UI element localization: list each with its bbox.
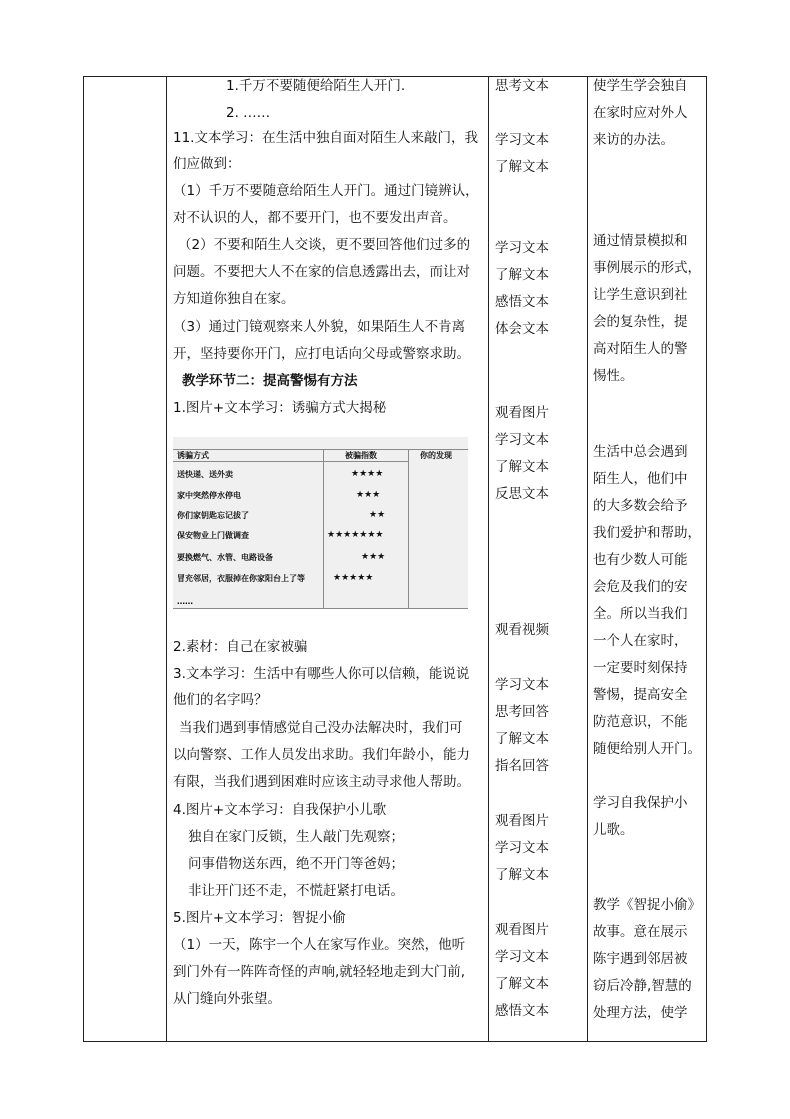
figure-row-stars: ★★★ xyxy=(356,490,381,500)
deception-methods-figure xyxy=(173,437,468,609)
intent-line: 来访的办法。 xyxy=(593,132,674,148)
table-border-right xyxy=(706,76,707,1041)
figure-row-method: 保安物业上门做调查 xyxy=(177,531,249,540)
intent-line: 全。所以当我们 xyxy=(593,606,688,622)
intent-line: 学习自我保护小 xyxy=(593,795,688,811)
intent-line: 事例展示的形式， xyxy=(593,260,701,276)
content-line: 对不认识的人，都不要开门，也不要发出声音。 xyxy=(173,210,457,226)
intent-line: 防范意识，不能 xyxy=(593,714,688,730)
figure-row-method: 冒充邻居，衣服掉在你家阳台上了等 xyxy=(177,574,305,583)
activity-line: 感悟文本 xyxy=(495,294,549,310)
intent-line: 在家时应对外人 xyxy=(593,105,688,121)
content-line: 方知道你独自在家。 xyxy=(173,291,295,307)
figure-row-stars: ★★★★★ xyxy=(333,573,374,583)
activity-line: 了解文本 xyxy=(495,731,549,747)
activity-line: 学习文本 xyxy=(495,677,549,693)
rhyme-line: 问事借物送东西，绝不开门等爸妈； xyxy=(188,856,404,872)
intent-line: 陌生人，他们中 xyxy=(593,471,688,487)
content-line: 1.千万不要随便给陌生人开门. xyxy=(226,78,406,94)
content-line: （1）一天，陈宇一个人在家写作业。突然，他听 xyxy=(173,937,466,953)
content-line: 从门缝向外张望。 xyxy=(173,991,281,1007)
content-line: 2.素材：自己在家被骗 xyxy=(173,639,308,655)
intent-line: 通过情景模拟和 xyxy=(593,233,688,249)
table-divider-3 xyxy=(587,76,588,1041)
content-line: 问题。不要把大人不在家的信息透露出去，而让对 xyxy=(173,264,470,280)
intent-line: 窃后冷静,智慧的 xyxy=(593,978,692,994)
figure-row-method: 家中突然停水停电 xyxy=(177,491,241,500)
intent-line: 惕性。 xyxy=(593,368,634,384)
activity-line: 学习文本 xyxy=(495,432,549,448)
intent-line: 我们爱护和帮助， xyxy=(593,525,701,541)
figure-row-method: 送快递、送外卖 xyxy=(177,470,233,479)
activity-line: 体会文本 xyxy=(495,321,549,337)
figure-row-stars: ★★★ xyxy=(361,552,386,562)
figure-row-stars: ★★★★★★★ xyxy=(327,530,384,540)
content-line: 他们的名字吗？ xyxy=(173,692,268,708)
figure-row-method: …… xyxy=(177,597,193,606)
content-line: 到门外有一阵阵奇怪的声响,就轻轻地走到大门前, xyxy=(173,964,466,980)
rhyme-line: 非让开门还不走，不慌赶紧打电话。 xyxy=(188,883,404,899)
content-line: 4.图片+文本学习：自我保护小儿歌 xyxy=(173,802,387,818)
intent-line: 会的复杂性，提 xyxy=(593,314,688,330)
content-line: 3.文本学习：生活中有哪些人你可以信赖，能说说 xyxy=(173,666,470,682)
intent-line: 使学生学会独自 xyxy=(593,78,688,94)
content-line: （1）千万不要随意给陌生人开门。通过门镜辨认， xyxy=(173,183,479,199)
figure-header-index: 被骗指数 xyxy=(345,451,377,460)
intent-line: 的大多数会给予 xyxy=(593,498,688,514)
intent-line: 会危及我们的安 xyxy=(593,579,688,595)
content-line: 当我们遇到事情感觉自己没办法解决时，我们可 xyxy=(179,720,463,736)
content-line: 有限，当我们遇到困难时应该主动寻求他人帮助。 xyxy=(173,774,470,790)
intent-line: 随便给别人开门。 xyxy=(593,741,701,757)
activity-line: 了解文本 xyxy=(495,867,549,883)
activity-line: 学习文本 xyxy=(495,949,549,965)
activity-line: 了解文本 xyxy=(495,459,549,475)
activity-line: 了解文本 xyxy=(495,159,549,175)
content-line: 开，坚持要你开门，应打电话向父母或警察求助。 xyxy=(173,346,470,362)
rhyme-line: 独自在家门反锁，生人敲门先观察； xyxy=(188,829,404,845)
activity-line: 学习文本 xyxy=(495,132,549,148)
intent-line: 警惕，提高安全 xyxy=(593,687,688,703)
activity-line: 思考文本 xyxy=(495,78,549,94)
figure-header-finding: 你的发现 xyxy=(420,451,452,460)
figure-row-method: 要换燃气、水管、电路设备 xyxy=(177,553,273,562)
table-border-left xyxy=(83,76,84,1041)
figure-row-stars: ★★★★ xyxy=(351,469,384,479)
intent-line: 也有少数人可能 xyxy=(593,552,688,568)
content-line: （3）通过门镜观察来人外貌，如果陌生人不肯离 xyxy=(173,319,466,335)
content-line: 2. …… xyxy=(226,105,271,121)
intent-line: 故事。意在展示 xyxy=(593,924,688,940)
intent-line: 让学生意识到社 xyxy=(593,287,688,303)
activity-line: 学习文本 xyxy=(495,240,549,256)
figure-row-stars: ★★ xyxy=(369,510,386,520)
figure-header-method: 诱骗方式 xyxy=(177,451,209,460)
activity-line: 学习文本 xyxy=(495,840,549,856)
intent-line: 生活中总会遇到 xyxy=(593,444,688,460)
intent-line: 高对陌生人的警 xyxy=(593,341,688,357)
figure-row-method: 你们家钥匙忘记拔了 xyxy=(177,511,249,520)
intent-line: 教学《智捉小偷》 xyxy=(593,897,701,913)
content-line: 们应做到： xyxy=(173,156,241,172)
activity-line: 思考回答 xyxy=(495,704,549,720)
intent-line: 儿歌。 xyxy=(593,822,634,838)
activity-line: 感悟文本 xyxy=(495,1003,549,1019)
activity-line: 反思文本 xyxy=(495,486,549,502)
activity-line: 观看图片 xyxy=(495,922,549,938)
activity-line: 观看图片 xyxy=(495,813,549,829)
intent-line: 一定要时刻保持 xyxy=(593,660,688,676)
table-border-bottom xyxy=(83,1041,707,1042)
activity-line: 观看图片 xyxy=(495,405,549,421)
intent-line: 陈宇遇到邻居被 xyxy=(593,951,688,967)
content-line: 11.文本学习：在生活中独自面对陌生人来敲门，我 xyxy=(173,130,478,146)
content-line: 以向警察、工作人员发出求助。我们年龄小，能力 xyxy=(173,747,470,763)
section-heading: 教学环节二：提高警惕有方法 xyxy=(182,373,358,389)
content-line: 5.图片+文本学习：智捉小偷 xyxy=(173,910,346,926)
activity-line: 观看视频 xyxy=(495,622,549,638)
intent-line: 一个人在家时， xyxy=(593,633,688,649)
activity-line: 了解文本 xyxy=(495,267,549,283)
activity-line: 了解文本 xyxy=(495,976,549,992)
content-line: （2）不要和陌生人交谈，更不要回答他们过多的 xyxy=(178,237,471,253)
table-divider-1 xyxy=(166,76,167,1041)
table-divider-2 xyxy=(488,76,489,1041)
content-line: 1.图片+文本学习：诱骗方式大揭秘 xyxy=(173,400,387,416)
activity-line: 指名回答 xyxy=(495,758,549,774)
intent-line: 处理方法，使学 xyxy=(593,1005,688,1021)
